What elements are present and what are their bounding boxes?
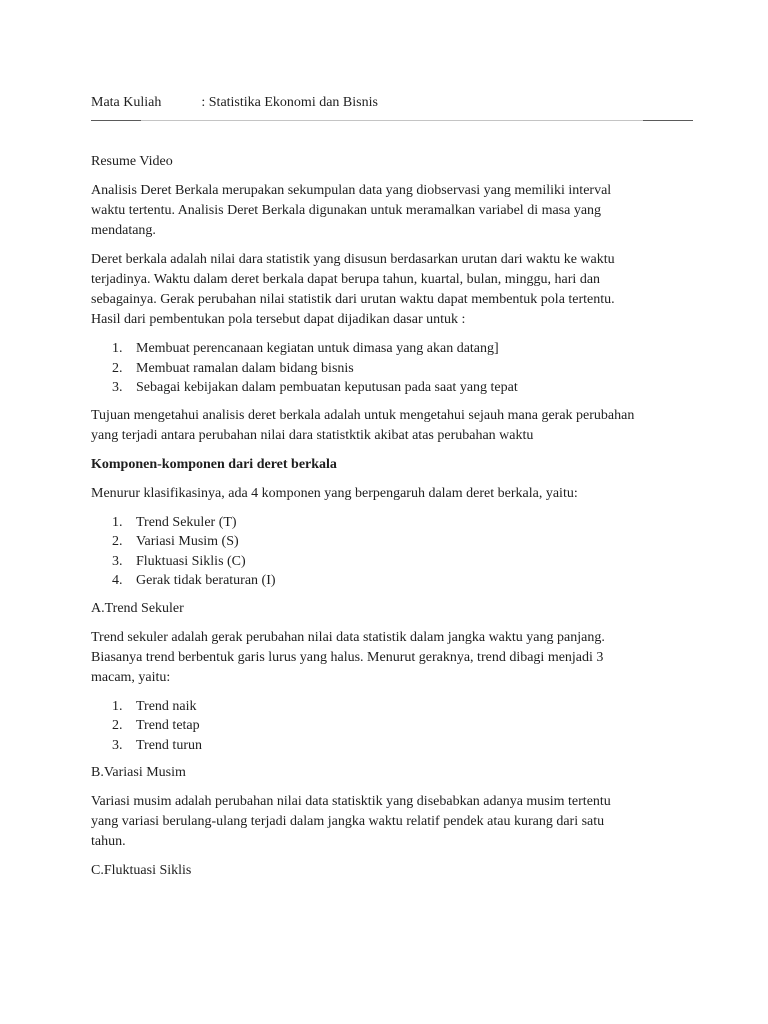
text-line: yang terjadi antara perubahan nilai dara statistktik akibat atas perubahan waktu	[91, 427, 534, 443]
text-line: yang variasi berulang-ulang terjadi dalam jangka waktu relatif pendek atau kurang dari satu	[91, 814, 605, 829]
text-line: Deret berkala adalah nilai dara statistik yang disusun berdasarkan urutan dari waktu ke waktu	[91, 252, 615, 267]
text-line: terjadinya. Waktu dalam deret berkala dapat berupa tahun, kuartal, bulan, minggu, hari dan	[91, 272, 601, 287]
fluktuasi-heading: C.Fluktuasi Siklis	[91, 863, 192, 878]
text-line: sebagainya. Gerak perubahan nilai statistik dari urutan waktu dapat membentuk pola tertentu.	[91, 292, 615, 307]
list-item-text: Trend Sekuler (T)	[136, 514, 237, 530]
text-line: Tujuan mengetahui analisis deret berkala adalah untuk mengetahui sejauh mana gerak perubahan	[91, 407, 635, 423]
header-rule-light	[141, 120, 643, 121]
trend-heading: A.Trend Sekuler	[91, 600, 184, 616]
list-item-text: Membuat ramalan dalam bidang bisnis	[136, 360, 354, 376]
text-line: waktu tertentu. Analisis Deret Berkala digunakan untuk meramalkan variabel di masa yang	[91, 203, 602, 218]
components-heading: Komponen-komponen dari deret berkala	[91, 456, 337, 472]
text-line: mendatang.	[91, 223, 156, 238]
text-line: tahun.	[91, 834, 126, 849]
list-item-text: Membuat perencanaan kegiatan untuk dimasa yang akan datang]	[136, 341, 499, 356]
purposes-list	[91, 339, 691, 398]
paragraph-variasi	[91, 792, 691, 852]
variasi-heading: B.Variasi Musim	[91, 765, 186, 780]
list-number: 3.	[112, 553, 123, 569]
list-item	[91, 359, 691, 379]
list-item	[91, 552, 691, 572]
text-line: Trend sekuler adalah gerak perubahan nilai data statistik dalam jangka waktu yang panjang.	[91, 629, 605, 645]
list-item-text: Sebagai kebijakan dalam pembuatan keputusan pada saat yang tepat	[136, 380, 518, 395]
list-item	[91, 339, 691, 359]
course-title: : Statistika Ekonomi dan Bisnis	[201, 95, 378, 110]
list-number: 2.	[112, 718, 123, 733]
list-item-text: Trend naik	[136, 698, 197, 714]
text-line: Variasi musim adalah perubahan nilai data statisktik yang disebabkan adanya musim tertentu	[91, 794, 611, 809]
header-rule	[91, 120, 693, 121]
list-item	[91, 716, 691, 736]
components-list	[91, 513, 691, 591]
list-number: 2.	[112, 534, 123, 549]
list-item	[91, 378, 691, 398]
list-item-text: Fluktuasi Siklis (C)	[136, 553, 246, 569]
list-item-text: Gerak tidak beraturan (I)	[136, 573, 276, 588]
list-item-text: Trend tetap	[136, 718, 200, 733]
list-item	[91, 513, 691, 533]
paragraph-trend	[91, 628, 691, 688]
list-number: 1.	[112, 341, 123, 356]
text-line: Hasil dari pembentukan pola tersebut dapat dijadikan dasar untuk :	[91, 312, 466, 327]
list-item	[91, 736, 691, 756]
list-item	[91, 532, 691, 552]
list-number: 3.	[112, 737, 123, 753]
list-item-text: Variasi Musim (S)	[136, 534, 239, 549]
list-number: 2.	[112, 360, 123, 376]
list-number: 1.	[112, 698, 123, 714]
course-label: Mata Kuliah	[91, 95, 162, 110]
text-line: Analisis Deret Berkala merupakan sekumpulan data yang diobservasi yang memiliki interval	[91, 183, 612, 198]
components-intro: Menurur klasifikasinya, ada 4 komponen yang berpengaruh dalam deret berkala, yaitu:	[91, 485, 578, 501]
text-line: Biasanya trend berbentuk garis lurus yang halus. Menurut geraknya, trend dibagi menjadi 3	[91, 649, 604, 665]
paragraph-intro	[91, 181, 691, 241]
trend-types-list	[91, 697, 691, 756]
text-line: macam, yaitu:	[91, 669, 171, 685]
section-title: Resume Video	[91, 154, 173, 169]
list-item	[91, 571, 691, 591]
list-number: 4.	[112, 573, 123, 588]
paragraph-definition	[91, 250, 691, 330]
list-item	[91, 697, 691, 717]
list-number: 3.	[112, 380, 123, 395]
course-header	[91, 93, 378, 113]
list-number: 1.	[112, 514, 123, 530]
list-item-text: Trend turun	[136, 737, 202, 753]
document-body	[91, 152, 691, 890]
paragraph-purpose	[91, 406, 691, 446]
